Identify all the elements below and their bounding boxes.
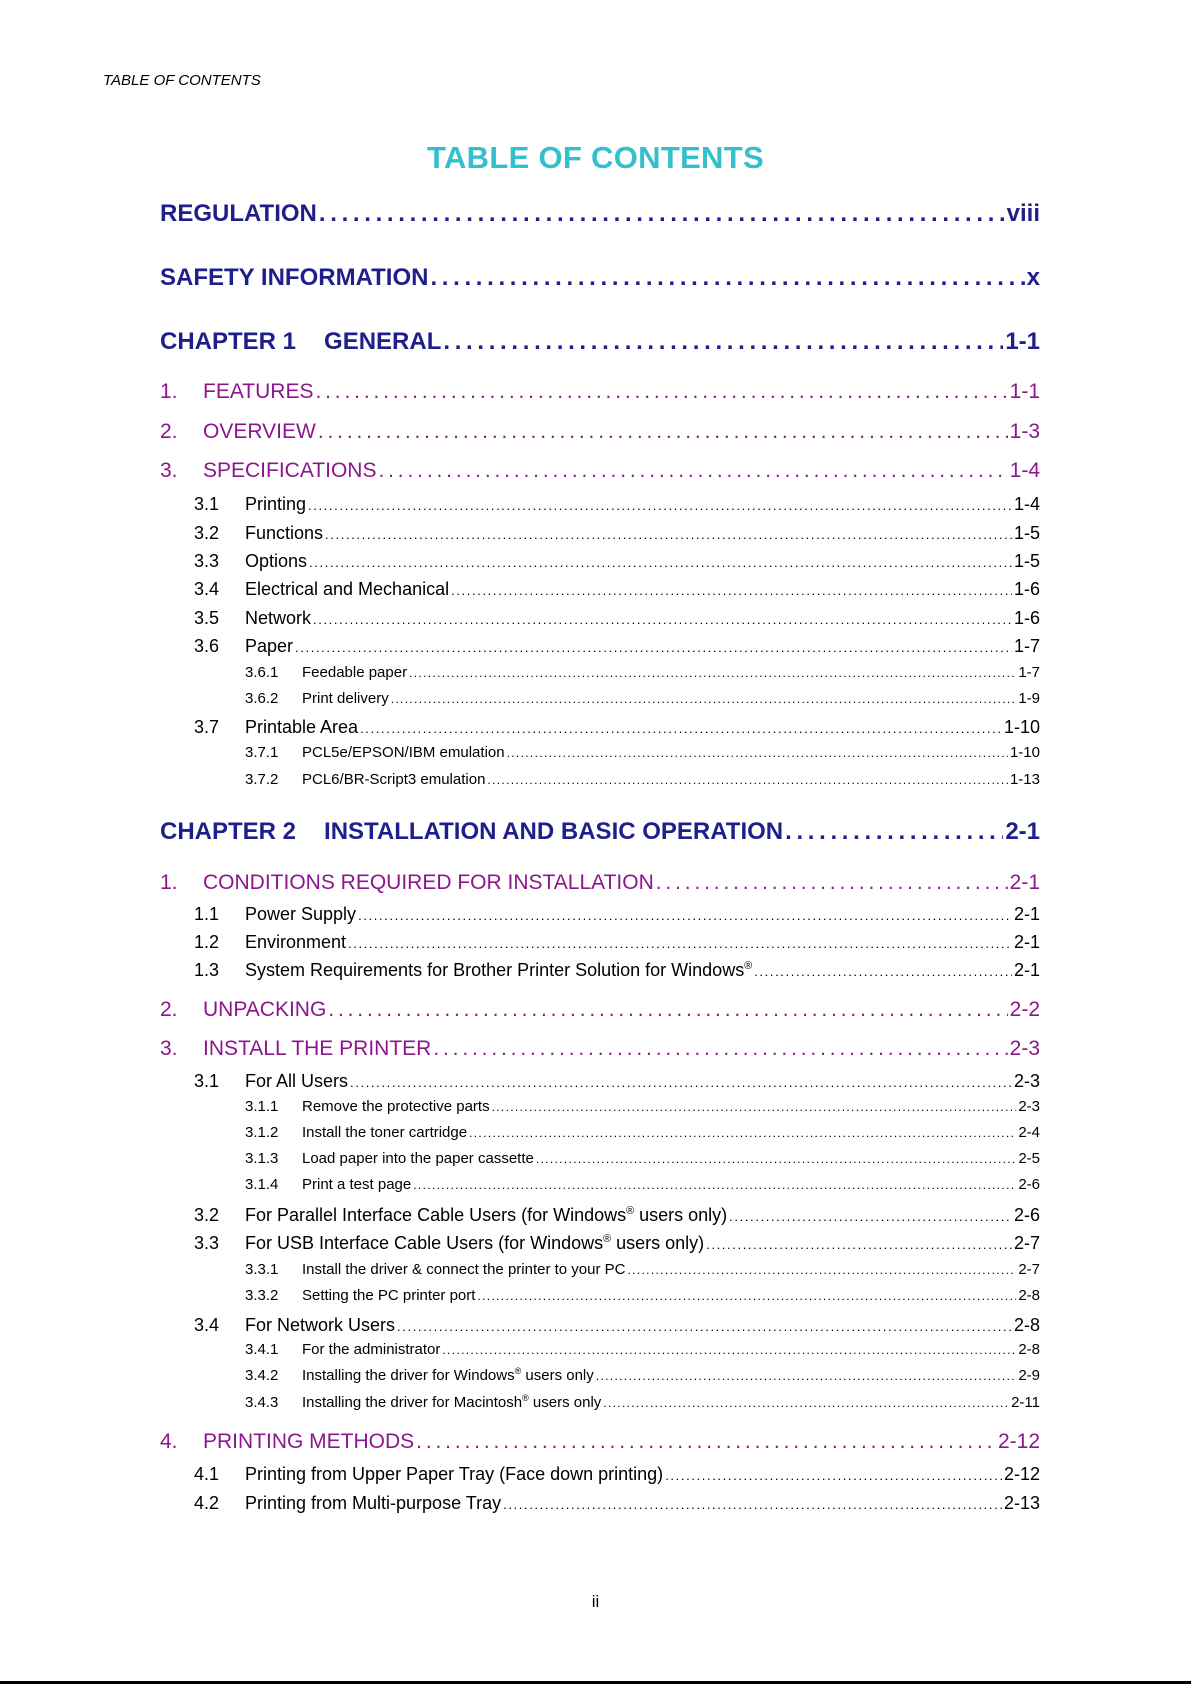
dot-leader bbox=[348, 936, 1012, 951]
toc-entry-page: 1-1 bbox=[1009, 380, 1040, 403]
toc-entry[interactable] bbox=[245, 1287, 1040, 1304]
toc-entry-page: 1-3 bbox=[1009, 420, 1040, 443]
toc-entry-title bbox=[302, 1124, 467, 1141]
toc-entry-title-text: PCL6/BR-Script3 emulation bbox=[302, 771, 486, 788]
toc-entry-title bbox=[203, 380, 313, 404]
dot-leader bbox=[413, 1178, 1016, 1192]
dot-leader bbox=[656, 871, 1008, 895]
toc-entry-title-text: Paper bbox=[245, 636, 294, 656]
dot-leader bbox=[603, 1396, 1009, 1410]
dot-leader bbox=[328, 998, 1007, 1022]
toc-entry-number: 4. bbox=[160, 1430, 178, 1453]
toc-entry[interactable] bbox=[194, 1464, 1040, 1485]
toc-entry[interactable] bbox=[245, 690, 1040, 707]
dot-leader bbox=[350, 1075, 1012, 1090]
toc-entry-number: 1. bbox=[160, 871, 178, 894]
toc-entry-title-text: GENERAL bbox=[324, 328, 442, 355]
toc-entry-page: 2-8 bbox=[1018, 1287, 1040, 1304]
toc-entry[interactable] bbox=[194, 960, 1040, 981]
toc-entry-page: 1-6 bbox=[1013, 608, 1040, 628]
toc-entry-title bbox=[245, 551, 307, 572]
toc-entry-title-text: FEATURES bbox=[203, 380, 314, 403]
toc-entry-page: 2-11 bbox=[1011, 1394, 1040, 1411]
toc-entry-number: 3.4.1 bbox=[245, 1341, 279, 1358]
toc-entry-number: 3.6.1 bbox=[245, 664, 279, 681]
dot-leader bbox=[397, 1319, 1012, 1334]
registered-mark: ® bbox=[744, 960, 753, 972]
toc-entry[interactable] bbox=[245, 744, 1040, 761]
toc-entry-title bbox=[160, 264, 428, 292]
toc-entry-page: 2-1 bbox=[1013, 960, 1040, 980]
toc-entry-title bbox=[245, 1071, 348, 1092]
toc-entry-title bbox=[245, 1493, 501, 1514]
toc-entry-title-text: For Network Users bbox=[245, 1315, 396, 1335]
toc-entry-page: 1-9 bbox=[1018, 690, 1040, 707]
toc-entry-page: 2-7 bbox=[1018, 1261, 1040, 1278]
toc-entry-title-text: Install the toner cartridge bbox=[302, 1124, 468, 1141]
toc-entry-page: 2-13 bbox=[1003, 1493, 1040, 1513]
toc-entry-title-text: For Parallel Interface Cable Users (for Windows bbox=[245, 1205, 627, 1225]
toc-entry-number: 3.7.1 bbox=[245, 744, 279, 761]
toc-entry-number: 3.3.1 bbox=[245, 1261, 279, 1278]
toc-entry-title-suffix: users only) bbox=[611, 1233, 705, 1253]
toc-entry[interactable] bbox=[160, 420, 1040, 444]
toc-entry[interactable] bbox=[194, 1233, 1040, 1254]
toc-entry-title-text: Power Supply bbox=[245, 904, 357, 924]
toc-entry[interactable] bbox=[194, 494, 1040, 515]
toc-entry-number: 3.4 bbox=[194, 579, 220, 599]
toc-entry[interactable] bbox=[194, 717, 1040, 738]
toc-entry-page: 1-10 bbox=[1003, 717, 1040, 737]
toc-entry-number: 3. bbox=[160, 459, 178, 482]
toc-entry-number: 3.5 bbox=[194, 608, 220, 628]
dot-leader bbox=[325, 527, 1012, 542]
toc-entry-title-text: Printing bbox=[245, 494, 307, 514]
toc-entry-title bbox=[302, 1098, 490, 1115]
toc-entry-number: 3.3 bbox=[194, 1233, 220, 1253]
registered-mark: ® bbox=[522, 1394, 529, 1403]
dot-leader bbox=[503, 1497, 1002, 1512]
toc-entry-number: 3.4.3 bbox=[245, 1394, 279, 1411]
dot-leader bbox=[706, 1237, 1012, 1252]
toc-entry-title-text: Print delivery bbox=[302, 690, 389, 707]
toc-entry-title-text: For the administrator bbox=[302, 1341, 441, 1358]
toc-entry-title bbox=[302, 1341, 440, 1358]
toc-entry-page: 1-13 bbox=[1009, 771, 1040, 788]
toc-entry-page: 2-8 bbox=[1018, 1341, 1040, 1358]
toc-entry[interactable] bbox=[245, 1394, 1040, 1411]
toc-entry[interactable] bbox=[245, 1150, 1040, 1167]
toc-entry-title-text: PCL5e/EPSON/IBM emulation bbox=[302, 744, 505, 761]
toc-chapter-entry[interactable] bbox=[160, 200, 1040, 228]
toc-entry-number: 3.6.2 bbox=[245, 690, 279, 707]
toc-entry-number: 3.1.1 bbox=[245, 1098, 279, 1115]
dot-leader bbox=[754, 964, 1012, 979]
toc-entry[interactable] bbox=[245, 1261, 1040, 1278]
toc-entry-title bbox=[245, 523, 323, 544]
toc-entry[interactable] bbox=[194, 579, 1040, 600]
toc-chapter-entry[interactable] bbox=[160, 328, 1040, 356]
toc-entry-number: 3.7 bbox=[194, 717, 220, 737]
toc-entry-title bbox=[302, 771, 485, 788]
toc-entry-title bbox=[324, 818, 783, 846]
dot-leader bbox=[596, 1369, 1017, 1383]
toc-entry[interactable] bbox=[194, 608, 1040, 629]
toc-entry-title-suffix: users only bbox=[521, 1367, 594, 1384]
toc-entry-page: 2-6 bbox=[1018, 1176, 1040, 1193]
toc-entry-page: 2-12 bbox=[997, 1430, 1040, 1453]
toc-entry-page: 2-3 bbox=[1009, 1037, 1040, 1060]
toc-entry-title bbox=[203, 1037, 431, 1061]
toc-entry-title bbox=[160, 200, 317, 228]
dot-leader bbox=[308, 498, 1012, 513]
toc-entry[interactable] bbox=[160, 380, 1040, 404]
toc-entry-number: 3. bbox=[160, 1037, 178, 1060]
toc-entry-title bbox=[245, 1315, 395, 1336]
registered-mark: ® bbox=[603, 1233, 612, 1245]
toc-entry-page: 2-7 bbox=[1013, 1233, 1040, 1253]
toc-entry-number: 3.2 bbox=[194, 1205, 220, 1225]
dot-leader bbox=[315, 380, 1007, 404]
toc-entry-title-text: SPECIFICATIONS bbox=[203, 459, 377, 482]
toc-entry-title bbox=[245, 494, 306, 515]
toc-entry-number: 1.1 bbox=[194, 904, 220, 924]
toc-entry-page: 2-4 bbox=[1018, 1124, 1040, 1141]
dot-leader bbox=[319, 200, 1005, 228]
dot-leader bbox=[416, 1430, 996, 1454]
dot-leader bbox=[309, 555, 1012, 570]
toc-entry-title bbox=[245, 579, 449, 600]
toc-chapter-entry[interactable] bbox=[160, 264, 1040, 292]
toc-entry-title-text: For USB Interface Cable Users (for Windows bbox=[245, 1233, 604, 1253]
dot-leader bbox=[665, 1468, 1002, 1483]
toc-entry[interactable] bbox=[160, 459, 1040, 483]
dot-leader bbox=[409, 666, 1016, 680]
dot-leader bbox=[451, 583, 1012, 598]
toc-entry-title-text: OVERVIEW bbox=[203, 420, 316, 443]
page-title: TABLE OF CONTENTS bbox=[427, 140, 764, 175]
toc-entry-number: 3.6 bbox=[194, 636, 220, 656]
dot-leader bbox=[628, 1263, 1017, 1277]
dot-leader bbox=[391, 692, 1017, 706]
toc-entry-title bbox=[245, 960, 752, 981]
toc-entry-number: 3.1 bbox=[194, 494, 220, 514]
toc-entry-page: viii bbox=[1006, 200, 1040, 227]
toc-entry-page: 1-4 bbox=[1009, 459, 1040, 482]
toc-entry[interactable] bbox=[245, 664, 1040, 681]
toc-entry-number: CHAPTER 2 bbox=[160, 818, 297, 845]
toc-entry[interactable] bbox=[245, 1176, 1040, 1193]
toc-entry-page: 1-4 bbox=[1013, 494, 1040, 514]
toc-entry-number: 3.4.2 bbox=[245, 1367, 279, 1384]
dot-leader bbox=[295, 640, 1012, 655]
toc-entry-number: 2. bbox=[160, 420, 178, 443]
toc-entry-title bbox=[203, 459, 376, 483]
toc-entry-title bbox=[302, 1394, 601, 1411]
toc-entry-number: 3.1.3 bbox=[245, 1150, 279, 1167]
toc-entry-title-suffix: users only bbox=[528, 1394, 602, 1411]
toc-entry[interactable] bbox=[194, 1315, 1040, 1336]
toc-entry-number: 3.2 bbox=[194, 523, 220, 543]
toc-entry-title-text: Printing from Multi-purpose Tray bbox=[245, 1493, 502, 1513]
toc-entry-title-text: Installing the driver for Windows bbox=[302, 1367, 515, 1384]
toc-entry-page: 2-1 bbox=[1005, 818, 1040, 845]
toc-entry-page: x bbox=[1026, 264, 1040, 291]
toc-entry-title bbox=[302, 1367, 594, 1384]
dot-leader bbox=[430, 264, 1024, 292]
toc-entry[interactable] bbox=[160, 998, 1040, 1022]
toc-entry[interactable] bbox=[194, 932, 1040, 953]
toc-entry-title bbox=[302, 1176, 411, 1193]
toc-entry-page: 2-1 bbox=[1013, 904, 1040, 924]
dot-leader bbox=[442, 1343, 1016, 1357]
toc-entry-title-text: Print a test page bbox=[302, 1176, 412, 1193]
toc-entry-page: 1-7 bbox=[1013, 636, 1040, 656]
toc-entry-page: 2-12 bbox=[1003, 1464, 1040, 1484]
toc-entry-page: 1-6 bbox=[1013, 579, 1040, 599]
toc-entry-title bbox=[302, 744, 505, 761]
toc-entry-number: 3.4 bbox=[194, 1315, 220, 1335]
toc-entry-title bbox=[324, 328, 441, 356]
toc-entry-number: CHAPTER 1 bbox=[160, 328, 297, 355]
toc-entry-title-text: Options bbox=[245, 551, 308, 571]
toc-entry-title-text: Setting the PC printer port bbox=[302, 1287, 476, 1304]
toc-entry-title bbox=[302, 664, 407, 681]
toc-entry-title-text: SAFETY INFORMATION bbox=[160, 264, 429, 291]
dot-leader bbox=[487, 773, 1008, 787]
toc-entry-title-text: PRINTING METHODS bbox=[203, 1430, 415, 1453]
toc-entry-page: 1-5 bbox=[1013, 551, 1040, 571]
toc-entry-page: 2-3 bbox=[1013, 1071, 1040, 1091]
toc-entry-title bbox=[203, 998, 326, 1022]
toc-entry-title bbox=[245, 717, 358, 738]
registered-mark: ® bbox=[514, 1367, 522, 1376]
toc-entry-page: 1-1 bbox=[1005, 328, 1040, 355]
toc-entry-title bbox=[245, 1464, 663, 1485]
toc-entry[interactable] bbox=[194, 1071, 1040, 1092]
dot-leader bbox=[785, 818, 1003, 846]
toc-entry-title bbox=[203, 420, 316, 444]
toc-entry-number: 1.2 bbox=[194, 932, 220, 952]
toc-entry[interactable] bbox=[194, 1205, 1040, 1226]
toc-entry[interactable] bbox=[194, 904, 1040, 925]
dot-leader bbox=[360, 721, 1002, 736]
toc-entry-number: 4.2 bbox=[194, 1493, 220, 1513]
dot-leader bbox=[433, 1037, 1007, 1061]
toc-entry-number: 3.3.2 bbox=[245, 1287, 279, 1304]
toc-entry-number: 3.7.2 bbox=[245, 771, 279, 788]
toc-entry-title-text: Functions bbox=[245, 523, 324, 543]
toc-entry-number: 3.1.2 bbox=[245, 1124, 279, 1141]
toc-entry-page: 2-8 bbox=[1013, 1315, 1040, 1335]
toc-entry-number: 3.1 bbox=[194, 1071, 220, 1091]
toc-entry-page: 2-3 bbox=[1018, 1098, 1040, 1115]
toc-entry[interactable] bbox=[160, 1037, 1040, 1061]
toc-entry-title bbox=[203, 1430, 414, 1454]
toc-entry-title bbox=[245, 1233, 704, 1254]
toc-entry-page: 2-1 bbox=[1009, 871, 1040, 894]
toc-entry-number: 4.1 bbox=[194, 1464, 220, 1484]
dot-leader bbox=[536, 1152, 1016, 1166]
dot-leader bbox=[507, 746, 1008, 760]
toc-entry-page: 2-6 bbox=[1013, 1205, 1040, 1225]
dot-leader bbox=[492, 1100, 1017, 1114]
toc-entry-title-text: Electrical and Mechanical bbox=[245, 579, 450, 599]
toc-entry-title-text: Printable Area bbox=[245, 717, 359, 737]
toc-entry-page: 2-5 bbox=[1018, 1150, 1040, 1167]
toc-entry-title-text: Load paper into the paper cassette bbox=[302, 1150, 534, 1167]
toc-entry-title-text: Installing the driver for Macintosh bbox=[302, 1394, 523, 1411]
toc-entry-number: 2. bbox=[160, 998, 178, 1021]
toc-entry-title-text: Environment bbox=[245, 932, 347, 952]
page-number: ii bbox=[591, 1592, 600, 1611]
toc-entry-page: 2-1 bbox=[1013, 932, 1040, 952]
dot-leader bbox=[378, 459, 1007, 483]
toc-entry[interactable] bbox=[245, 1341, 1040, 1358]
toc-entry-title-text: Feedable paper bbox=[302, 664, 408, 681]
toc-entry-title bbox=[245, 636, 293, 657]
dot-leader bbox=[358, 908, 1012, 923]
toc-entry-title-text: INSTALLATION AND BASIC OPERATION bbox=[324, 818, 784, 845]
toc-entry-number: 3.3 bbox=[194, 551, 220, 571]
toc-entry[interactable] bbox=[245, 1098, 1040, 1115]
toc-entry-title bbox=[302, 1287, 475, 1304]
registered-mark: ® bbox=[626, 1205, 635, 1217]
dot-leader bbox=[443, 328, 1003, 356]
toc-entry-title-text: CONDITIONS REQUIRED FOR INSTALLATION bbox=[203, 871, 654, 894]
toc-entry[interactable] bbox=[194, 1493, 1040, 1514]
toc-entry-number: 3.1.4 bbox=[245, 1176, 279, 1193]
dot-leader bbox=[313, 612, 1012, 627]
toc-entry[interactable] bbox=[194, 551, 1040, 572]
toc-entry-page: 1-7 bbox=[1018, 664, 1040, 681]
toc-entry-title-text: REGULATION bbox=[160, 200, 317, 227]
toc-entry[interactable] bbox=[160, 871, 1040, 895]
toc-chapter-entry[interactable] bbox=[160, 818, 1040, 846]
toc-entry-title-text: Remove the protective parts bbox=[302, 1098, 490, 1115]
toc-entry-page: 2-2 bbox=[1009, 998, 1040, 1021]
toc-entry-title-text: INSTALL THE PRINTER bbox=[203, 1037, 432, 1060]
toc-entry-title bbox=[302, 690, 389, 707]
toc-entry[interactable] bbox=[245, 1124, 1040, 1141]
toc-entry[interactable] bbox=[194, 523, 1040, 544]
toc-entry-title bbox=[302, 1261, 626, 1278]
toc-entry-title bbox=[302, 1150, 534, 1167]
dot-leader bbox=[477, 1289, 1016, 1303]
toc-entry-page: 1-5 bbox=[1013, 523, 1040, 543]
toc-entry-title-text: UNPACKING bbox=[203, 998, 327, 1021]
toc-entry-number: 1.3 bbox=[194, 960, 220, 980]
dot-leader bbox=[729, 1209, 1012, 1224]
toc-entry-title bbox=[245, 1205, 727, 1226]
toc-entry-title-text: Install the driver & connect the printer to your PC bbox=[302, 1261, 626, 1278]
toc-entry-page: 2-9 bbox=[1018, 1367, 1040, 1384]
dot-leader bbox=[469, 1126, 1016, 1140]
toc-entry-page: 1-10 bbox=[1009, 744, 1040, 761]
toc-entry-title-text: Network bbox=[245, 608, 312, 628]
table-of-contents bbox=[160, 0, 1040, 1684]
toc-entry-title-text: For All Users bbox=[245, 1071, 349, 1091]
toc-entry[interactable] bbox=[160, 1430, 1040, 1454]
dot-leader bbox=[318, 420, 1008, 444]
toc-entry-title-suffix: users only) bbox=[634, 1205, 728, 1225]
toc-entry-number: 1. bbox=[160, 380, 178, 403]
toc-entry-title bbox=[245, 608, 311, 629]
running-header: TABLE OF CONTENTS bbox=[103, 72, 261, 89]
toc-entry-title-text: Printing from Upper Paper Tray (Face down printing) bbox=[245, 1464, 664, 1484]
toc-entry-title bbox=[203, 871, 654, 895]
toc-entry[interactable] bbox=[194, 636, 1040, 657]
toc-entry[interactable] bbox=[245, 1367, 1040, 1384]
toc-entry-title bbox=[245, 932, 346, 953]
toc-entry[interactable] bbox=[245, 771, 1040, 788]
toc-entry-title-text: System Requirements for Brother Printer Solution for Windows bbox=[245, 960, 745, 980]
toc-entry-title bbox=[245, 904, 356, 925]
